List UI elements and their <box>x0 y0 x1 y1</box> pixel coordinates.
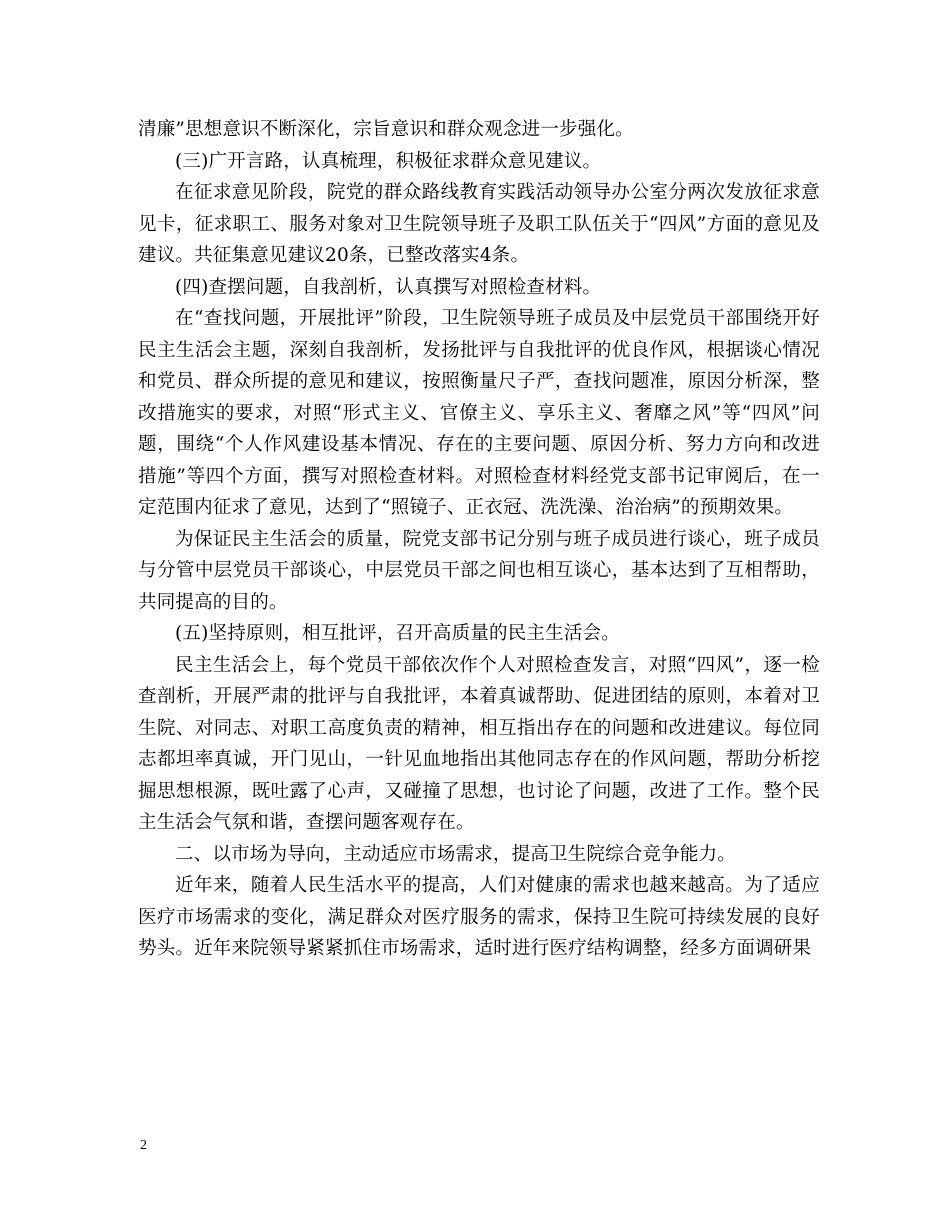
document-body <box>138 114 820 965</box>
paragraph-self-analysis: 在“查找问题，开展批评”阶段，卫生院领导班子成员及中层党员干部围绕开好民主生活会主题，深刻自我剖析，发扬批评与自我批评的优良作风，根据谈心情况和党员、群众所提的意见和建议，按照衡量尺子严，查找问题准，原因分析深，整改措施实的要求，对照“形式主义、官僚主义、享乐主义、奢靡之风”等“四风”问题，围绕“个人作风建设基本情况、存在的主要问题、原因分析、努力方向和改进措施”等四个方面，撰写对照检查材料。对照检查材料经党支部书记审阅后，在一定范围内征求了意见，达到了“照镜子、正衣冠、洗洗澡、治治病”的预期效果。 <box>138 308 820 518</box>
heading-part-2: 二、以市场为导向，主动适应市场需求，提高卫生院综合竞争能力。 <box>175 843 737 865</box>
heading-section-3: (三)广开言路，认真梳理，积极征求群众意见建议。 <box>175 150 602 172</box>
heading-section-5: (五)坚持原则，相互批评，召开高质量的民主生活会。 <box>175 623 620 644</box>
paragraph-heart-to-heart: 为保证民主生活会的质量，院党支部书记分别与班子成员进行谈心，班子成员与分管中层党员干部谈心，中层党员干部之间也相互谈心，基本达到了互相帮助，共同提高的目的。 <box>138 528 820 613</box>
paragraph-market-demand: 近年来，随着人民生活水平的提高，人们对健康的需求也越来越高。为了适应医疗市场需求的变化，满足群众对医疗服务的需求，保持卫生院可持续发展的良好势头。近年来院领导紧紧抓住市场需求，适时进行医疗结构调整，经多方面调研果 <box>138 875 820 959</box>
paragraph-opinion-collection: 在征求意见阶段，院党的群众路线教育实践活动领导办公室分两次发放征求意见卡，征求职工、服务对象对卫生院领导班子及职工队伍关于“四风”方面的意见及建议。共征集意见建议20条，已整改落实4条。 <box>138 182 820 266</box>
heading-section-4: (四)查摆问题，自我剖析，认真撰写对照检查材料。 <box>175 276 602 298</box>
page-number: 2 <box>140 1138 147 1153</box>
paragraph-democratic-meeting: 民主生活会上，每个党员干部依次作个人对照检查发言，对照“四风”，逐一检查剖析，开展严肃的批评与自我批评，本着真诚帮助、促进团结的原则，本着对卫生院、对同志、对职工高度负责的精神，相互指出存在的问题和改进建议。每位同志都坦率真诚，开门见山，一针见血地指出其他同志存在的作风问题，帮助分析挖掘思想根源，既吐露了心声，又碰撞了思想，也讨论了问题，改进了工作。整个民主生活会气氛和谐，查摆问题客观存在。 <box>138 654 820 833</box>
paragraph-continuation: 清廉”思想意识不断深化，宗旨意识和群众观念进一步强化。 <box>138 119 634 140</box>
